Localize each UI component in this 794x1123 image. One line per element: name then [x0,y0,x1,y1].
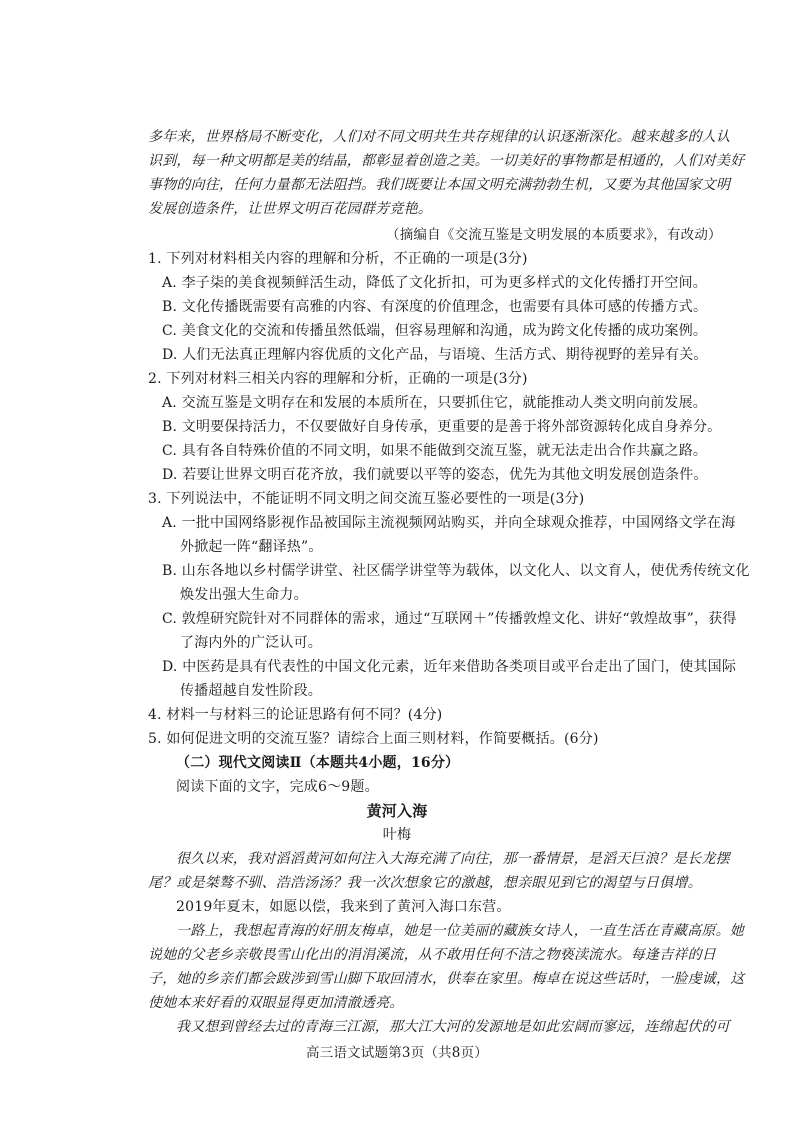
material-source: （摘编自《交流互鉴是文明发展的本质要求》，有改动） [386,227,722,243]
article-line-3: 2019年夏末，如愿以偿，我来到了黄河入海口东营。 [176,899,511,915]
q2-option-b: B. 文明要保持活力，不仅要做好自身传承，更重要的是善于将外部资源转化成自身养分。 [162,419,722,435]
article-title: 黄河入海 [366,802,428,820]
section2-instruction: 阅读下面的文字，完成6～9题。 [176,779,379,795]
article-line-4: 一路上，我想起青海的好朋友梅卓，她是一位美丽的藏族女诗人，一直生活在青藏高原。她 [176,923,744,939]
q4-stem: 4. 材料一与材料三的论证思路有何不同？(4分) [148,707,443,723]
material-line-3: 事物的向往，任何力量都无法阻挡。我们既要让本国文明充满勃勃生机，又要为其他国家文明 [148,177,731,193]
q1-stem: 1. 下列对材料相关内容的理解和分析，不正确的一项是(3分) [148,251,528,267]
q1-option-d: D. 人们无法真正理解内容优质的文化产品，与语境、生活方式、期待视野的差异有关。 [162,347,708,363]
q2-option-c: C. 具有各自特殊价值的不同文明，如果不能做到交流互鉴，就无法走出合作共赢之路。 [162,443,708,459]
q2-stem: 2. 下列对材料三相关内容的理解和分析，正确的一项是(3分) [148,371,528,387]
material-line-2: 识到，每一种文明都是美的结晶，都彰显着创造之美。一切美好的事物都是相通的，人们对美好 [148,153,745,169]
page-footer: 高三语文试题第3页（共8页） [306,1045,488,1061]
article-line-1: 很久以来，我对滔滔黄河如何注入大海充满了向往，那一番情景，是滔天巨浪？是长龙摆 [176,851,730,867]
q3-option-c-line2: 了海内外的广泛认可。 [180,635,322,651]
q3-stem: 3. 下列说法中，不能证明不同文明之间交流互鉴必要性的一项是(3分) [148,491,585,507]
material-line-4: 发展创造条件，让世界文明百花园群芳竞艳。 [148,201,432,217]
q3-option-b-line1: B. 山东各地以乡村儒学讲堂、社区儒学讲堂等为载体，以文化人、以文育人，使优秀传统文化 [162,563,750,579]
q3-option-a-line2: 外掀起一阵“翻译热”。 [180,539,323,555]
q3-option-d-line2: 传播超越自发性阶段。 [180,683,322,699]
q3-option-b-line2: 焕发出强大生命力。 [180,587,308,603]
q2-option-d: D. 若要让世界文明百花齐放，我们就要以平等的姿态，优先为其他文明发展创造条件。 [162,467,708,483]
material-line-1: 多年来，世界格局不断变化，人们对不同文明共生共存规律的认识逐渐深化。越来越多的人认 [148,129,731,145]
q1-option-a: A. 李子柒的美食视频鲜活生动，降低了文化折扣，可为更多样式的文化传播打开空间。 [162,275,708,291]
q1-option-b: B. 文化传播既需要有高雅的内容、有深度的价值理念，也需要有具体可感的传播方式。 [162,299,708,315]
q3-option-d-line1: D. 中医药是具有代表性的中国文化元素，近年来借助各类项目或平台走出了国门，使其国际 [162,659,737,675]
article-line-7: 使她本来好看的双眼显得更加清澈透亮。 [148,995,404,1011]
q3-option-c-line1: C. 敦煌研究院针对不同群体的需求，通过“互联网＋”传播敦煌文化、讲好“敦煌故事”，获得 [162,611,737,627]
q5-stem: 5. 如何促进文明的交流互鉴？请综合上面三则材料，作简要概括。(6分) [148,731,599,747]
article-line-6: 子，她的乡亲们都会跋涉到雪山脚下取回清水，供奉在家里。梅卓在说这些话时，一脸虔诚，这 [148,971,745,987]
q2-option-a: A. 交流互鉴是文明存在和发展的本质所在，只要抓住它，就能推动人类文明向前发展。 [162,395,708,411]
q1-option-c: C. 美食文化的交流和传播虽然低端，但容易理解和沟通，成为跨文化传播的成功案例。 [162,323,708,339]
article-line-5: 说她的父老乡亲敬畏雪山化出的涓涓溪流，从不敢用任何不洁之物亵渎流水。每逢吉祥的日 [148,947,716,963]
q3-option-a-line1: A. 一批中国网络影视作品被国际主流视频网站购买，并向全球观众推荐，中国网络文学在海 [162,515,736,531]
article-line-2: 尾？或是桀骜不驯、浩浩汤汤？我一次次想象它的激越，想亲眼见到它的渴望与日俱增。 [148,875,702,891]
article-line-8: 我又想到曾经去过的青海三江源，那大江大河的发源地是如此宏阔而寥远，连绵起伏的可 [176,1019,730,1035]
section2-heading: （二）现代文阅读Ⅱ（本题共4小题，16分） [176,755,460,771]
article-author: 叶梅 [382,827,412,843]
